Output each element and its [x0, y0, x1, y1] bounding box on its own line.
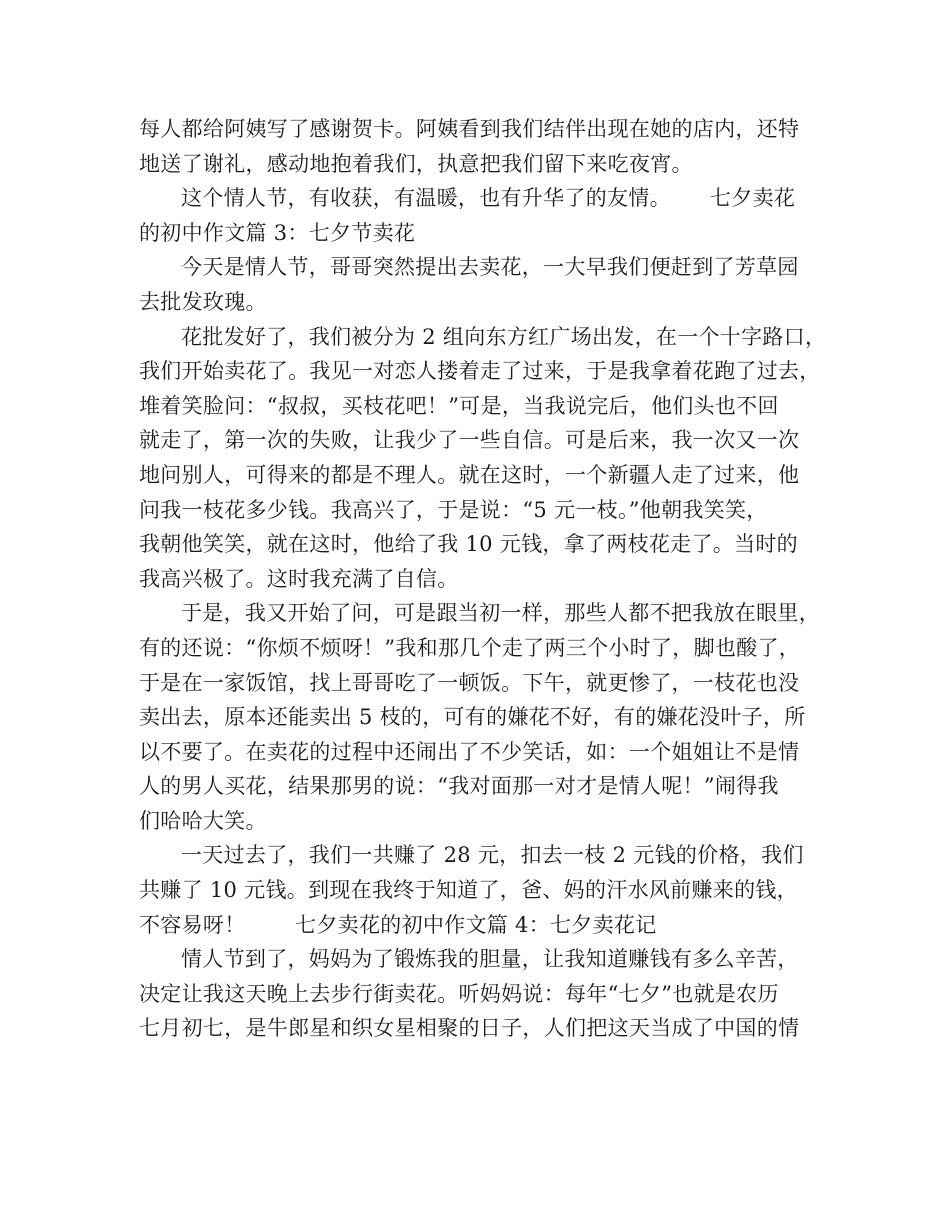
- text-line: 一天过去了，我们一共赚了 28 元，扣去一枝 2 元钱的价格，我们: [181, 843, 804, 868]
- text-line: 不容易呀！ 七夕卖花的初中作文篇 4：七夕卖花记: [139, 912, 657, 937]
- text-line: 地送了谢礼，感动地抱着我们，执意把我们留下来吃夜宵。: [139, 151, 693, 176]
- text-line: 我们开始卖花了。我见一对恋人搂着走了过来，于是我拿着花跑了过去，: [139, 359, 821, 384]
- text-line: 共赚了 10 元钱。到现在我终于知道了，爸、妈的汗水风前赚来的钱，: [139, 878, 798, 903]
- text-line: 我朝他笑笑，就在这时，他给了我 10 元钱，拿了两枝花走了。当时的: [139, 532, 798, 557]
- text-line: 以不要了。在卖花的过程中还闹出了不少笑话，如：一个姐姐让不是情: [139, 739, 800, 764]
- text-line: 们哈哈大笑。: [139, 808, 267, 833]
- text-line: 的初中作文篇 3：七夕节卖花: [139, 220, 416, 245]
- text-line: 于是，我又开始了问，可是跟当初一样，那些人都不把我放在眼里，: [181, 601, 820, 626]
- text-line: 去批发玫瑰。: [139, 289, 267, 314]
- text-line: 于是在一家饭馆，找上哥哥吃了一顿饭。下午，就更惨了，一枝花也没: [139, 670, 800, 695]
- text-line: 这个情人节，有收获，有温暖，也有升华了的友情。 七夕卖花: [181, 186, 796, 211]
- text-line: 情人节到了，妈妈为了锻炼我的胆量，让我知道赚钱有多么辛苦，: [181, 947, 799, 972]
- text-line: 就走了，第一次的失败，让我少了一些自信。可是后来，我一次又一次: [139, 428, 800, 453]
- text-line: 问我一枝花多少钱。我高兴了，于是说：“5 元一枝。”他朝我笑笑，: [139, 497, 768, 522]
- document-body: [139, 112, 827, 1046]
- text-line: 堆着笑脸问：“叔叔，买枝花吧！”可是，当我说完后，他们头也不回: [139, 393, 779, 418]
- text-line: 决定让我这天晚上去步行街卖花。听妈妈说：每年“七夕”也就是农历: [139, 981, 779, 1006]
- text-line: 卖出去，原本还能卖出 5 枝的，可有的嫌花不好，有的嫌花没叶子，所: [139, 705, 806, 730]
- text-line: 有的还说：“你烦不烦呀！”我和那几个走了两三个小时了，脚也酸了，: [139, 635, 801, 660]
- text-line: 七月初七，是牛郎星和织女星相聚的日子，人们把这天当成了中国的情: [139, 1016, 800, 1041]
- text-line: 我高兴极了。这时我充满了自信。: [139, 566, 459, 591]
- text-line: 花批发好了，我们被分为 2 组向东方红广场出发，在一个十字路口，: [181, 324, 827, 349]
- text-line: 地问别人，可得来的都是不理人。就在这时，一个新疆人走了过来，他: [139, 462, 800, 487]
- text-line: 每人都给阿姨写了感谢贺卡。阿姨看到我们结伴出现在她的店内，还特: [139, 117, 800, 141]
- text-line: 今天是情人节，哥哥突然提出去卖花，一大早我们便赶到了芳草园: [181, 255, 799, 280]
- text-line: 人的男人买花，结果那男的说：“我对面那一对才是情人呢！”闹得我: [139, 774, 779, 799]
